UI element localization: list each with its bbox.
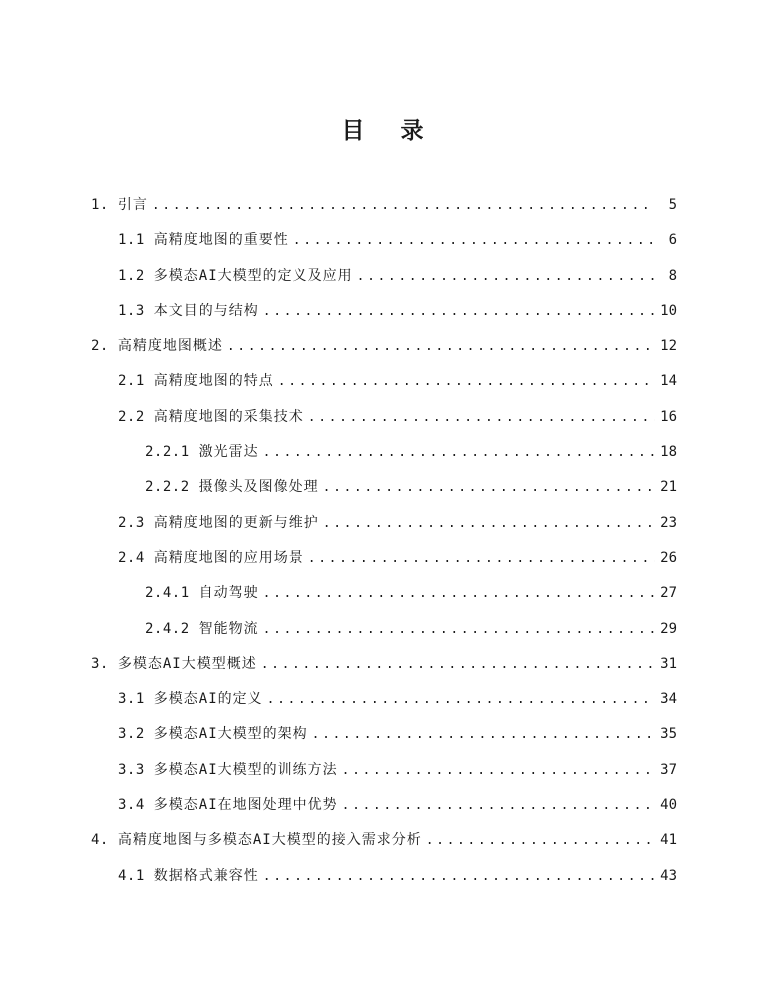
toc-entry-2-2-1[interactable] bbox=[91, 435, 677, 470]
toc-entry-page-number: 41 bbox=[660, 832, 677, 849]
toc-entry-title: 高精度地图概述 bbox=[117, 338, 223, 355]
toc-dot-leader bbox=[308, 400, 655, 435]
toc-dot-leader bbox=[263, 859, 655, 894]
toc-entry-3-2[interactable] bbox=[91, 717, 677, 752]
toc-entry-page-number: 10 bbox=[660, 302, 677, 319]
toc-entry-page-number: 16 bbox=[660, 408, 677, 425]
toc-dot-leader bbox=[308, 541, 655, 576]
toc-dot-leader bbox=[263, 576, 655, 611]
toc-entry-page-number: 35 bbox=[660, 726, 677, 743]
toc-entry-number: 3.1 bbox=[118, 691, 145, 708]
toc-entry-number: 3.3 bbox=[118, 761, 145, 778]
toc-entry-2-4-1[interactable] bbox=[91, 576, 677, 611]
toc-dot-leader bbox=[227, 329, 655, 364]
toc-entry-2-3[interactable] bbox=[91, 506, 677, 541]
toc-entry-2-2[interactable] bbox=[91, 400, 677, 435]
toc-entry-title: 摄像头及图像处理 bbox=[198, 479, 319, 496]
toc-entry-title: 多模态AI大模型的架构 bbox=[153, 726, 308, 743]
toc-entry-1[interactable] bbox=[91, 188, 677, 223]
toc-entry-page-number: 6 bbox=[668, 232, 677, 249]
toc-entry-page-number: 29 bbox=[660, 620, 677, 637]
toc-entry-number: 3.4 bbox=[118, 797, 145, 814]
toc-entry-number: 1.2 bbox=[118, 267, 145, 284]
toc-dot-leader bbox=[278, 364, 655, 399]
toc-entry-number: 2.2 bbox=[118, 408, 145, 425]
toc-dot-leader bbox=[293, 223, 655, 258]
toc-entry-3-1[interactable] bbox=[91, 682, 677, 717]
toc-entry-title: 本文目的与结构 bbox=[153, 302, 259, 319]
toc-dot-leader bbox=[323, 506, 655, 541]
toc-entry-page-number: 18 bbox=[660, 444, 677, 461]
toc-entry-number: 2.3 bbox=[118, 514, 145, 531]
toc-entry-title: 多模态AI的定义 bbox=[153, 691, 263, 708]
toc-entry-title: 多模态AI大模型的训练方法 bbox=[153, 761, 338, 778]
toc-entry-title: 高精度地图与多模态AI大模型的接入需求分析 bbox=[117, 832, 422, 849]
toc-entry-number: 2.2.1 bbox=[145, 444, 190, 461]
toc-dot-leader bbox=[342, 788, 655, 823]
toc-entry-number: 2.4.1 bbox=[145, 585, 190, 602]
toc-dot-leader bbox=[342, 753, 655, 788]
toc-entry-page-number: 8 bbox=[668, 267, 677, 284]
toc-dot-leader bbox=[263, 294, 655, 329]
toc-entry-page-number: 21 bbox=[660, 479, 677, 496]
toc-entry-2-1[interactable] bbox=[91, 364, 677, 399]
toc-dot-leader bbox=[267, 682, 655, 717]
toc-entry-page-number: 40 bbox=[660, 797, 677, 814]
toc-dot-leader bbox=[323, 470, 655, 505]
toc-entry-title: 多模态AI大模型概述 bbox=[117, 655, 257, 672]
toc-entry-title: 多模态AI在地图处理中优势 bbox=[153, 797, 338, 814]
toc-dot-leader bbox=[261, 647, 655, 682]
toc-dot-leader bbox=[263, 435, 655, 470]
toc-title: 目录 bbox=[341, 118, 460, 144]
toc-entry-page-number: 27 bbox=[660, 585, 677, 602]
toc-entry-page-number: 43 bbox=[660, 867, 677, 884]
toc-entry-number: 1. bbox=[91, 197, 109, 213]
toc-entry-1-1[interactable] bbox=[91, 223, 677, 258]
toc-entry-title: 数据格式兼容性 bbox=[153, 867, 259, 884]
toc-dot-leader bbox=[426, 823, 655, 858]
toc-entry-1-3[interactable] bbox=[91, 294, 677, 329]
toc-entry-2[interactable] bbox=[91, 329, 677, 364]
toc-entry-title: 高精度地图的采集技术 bbox=[153, 408, 304, 425]
toc-entry-number: 3. bbox=[91, 655, 109, 672]
toc-entry-3-3[interactable] bbox=[91, 753, 677, 788]
toc-dot-leader bbox=[312, 717, 655, 752]
toc-entry-number: 2.2.2 bbox=[145, 479, 190, 496]
toc-entry-title: 智能物流 bbox=[198, 620, 259, 637]
toc-dot-leader bbox=[263, 612, 655, 647]
toc-entry-number: 3.2 bbox=[118, 726, 145, 743]
toc-entry-page-number: 26 bbox=[660, 549, 677, 566]
toc-entry-number: 2. bbox=[91, 338, 109, 355]
toc-entry-4[interactable] bbox=[91, 823, 677, 858]
toc-entry-title: 高精度地图的特点 bbox=[153, 373, 274, 390]
toc-entry-title: 激光雷达 bbox=[198, 444, 259, 461]
toc-entry-title: 引言 bbox=[117, 197, 148, 213]
toc-entry-page-number: 34 bbox=[660, 691, 677, 708]
toc-entry-2-2-2[interactable] bbox=[91, 470, 677, 505]
toc-entry-2-4-2[interactable] bbox=[91, 612, 677, 647]
toc-entry-page-number: 14 bbox=[660, 373, 677, 390]
toc-entry-title: 高精度地图的更新与维护 bbox=[153, 514, 319, 531]
toc-entry-3-4[interactable] bbox=[91, 788, 677, 823]
table-of-contents bbox=[91, 188, 677, 894]
toc-entry-number: 4.1 bbox=[118, 867, 145, 884]
toc-entry-4-1[interactable] bbox=[91, 859, 677, 894]
toc-entry-number: 1.1 bbox=[118, 232, 145, 249]
toc-dot-leader bbox=[357, 259, 655, 294]
toc-entry-2-4[interactable] bbox=[91, 541, 677, 576]
toc-entry-number: 1.3 bbox=[118, 302, 145, 319]
toc-entry-title: 高精度地图的应用场景 bbox=[153, 549, 304, 566]
toc-entry-title: 自动驾驶 bbox=[198, 585, 259, 602]
toc-entry-page-number: 23 bbox=[660, 514, 677, 531]
toc-entry-number: 2.1 bbox=[118, 373, 145, 390]
toc-entry-title: 多模态AI大模型的定义及应用 bbox=[153, 267, 353, 284]
toc-entry-title: 高精度地图的重要性 bbox=[153, 232, 289, 249]
toc-entry-3[interactable] bbox=[91, 647, 677, 682]
toc-entry-number: 2.4 bbox=[118, 549, 145, 566]
toc-entry-page-number: 31 bbox=[660, 655, 677, 672]
toc-entry-page-number: 5 bbox=[668, 197, 677, 213]
toc-dot-leader bbox=[152, 188, 655, 223]
toc-entry-page-number: 12 bbox=[660, 338, 677, 355]
toc-entry-1-2[interactable] bbox=[91, 259, 677, 294]
toc-entry-page-number: 37 bbox=[660, 761, 677, 778]
toc-entry-number: 2.4.2 bbox=[145, 620, 190, 637]
toc-entry-number: 4. bbox=[91, 832, 109, 849]
